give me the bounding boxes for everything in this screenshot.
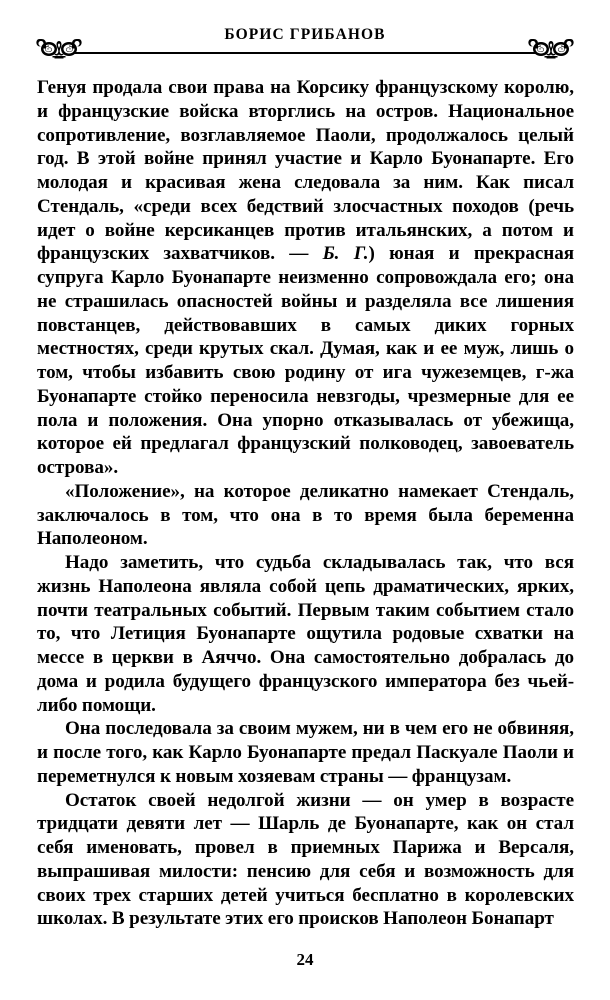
text-run: Генуя продала свои права на Корсику французскому королю, и французские войска вторглись на остров. Национальное сопротивление, возглавляемое Паоли, продолжалось целый год. В этой войне принял участие и Карло Буонапарте. Его молодая и красивая жена следовала за ним. Как писал Стендаль, «среди всех бедствий злосчастных походов (речь идет о войне керсиканцев против итальянских, а потом и французских захватчиков. — bbox=[37, 77, 574, 265]
page-number: 24 bbox=[296, 950, 314, 969]
running-head-title: БОРИС ГРИБАНОВ bbox=[224, 26, 386, 43]
text-run: Остаток своей недолгой жизни — он умер в возрасте тридцати девяти лет — Шарль де Буонапарте, как он стал себя именовать, провел в приемных Парижа и Версаля, выпрашивая милости: пенсию для себя и возможность для своих трех старших детей учиться бесплатно в королевских школах. В результате этих его происков Наполеон Бонапарт bbox=[37, 789, 574, 930]
header-rule bbox=[74, 52, 536, 54]
text-run: Надо заметить, что судьба складывалась так, что вся жизнь Наполеона являла собой цепь драматических, ярких, почти театральных событий. Первым таким событием стало то, что Летиция Буонапарте ощутила родовые схватки на мессе в церкви в Аяччо. Она самостоятельно добралась до дома и родила будущего французского императора без чьей-либо помощи. bbox=[37, 552, 574, 716]
paragraph bbox=[37, 551, 574, 717]
text-run: Она последовала за своим мужем, ни в чем его не обвиняя, и после того, как Карло Буонапарте предал Паскуале Паоли и переметнулся к новым хозяевам страны — французам. bbox=[37, 718, 574, 787]
text-run: ) юная и прекрасная супруга Карло Буонапарте неизменно сопровождала его; она не страшилась опасностей войны и разделяла все лишения повстанцев, действовавших в самых диких горных местностях, среди крутых скал. Думая, как и ее муж, лишь о том, чтобы избавить свою родину от ига чужеземцев, г-жа Буонапарте стойко переносила невзгоды, чрезмерные для ее пола и положения. Она упорно отказывалась от убежища, которое ей предлагал французский полководец, завоеватель острова». bbox=[37, 243, 574, 478]
running-head bbox=[36, 26, 574, 60]
italic-attribution: Б. Г. bbox=[322, 243, 369, 265]
text-run: «Положение», на которое деликатно намекает Стендаль, заключалось в том, что она в то время была беременна Наполеоном. bbox=[37, 480, 574, 550]
paragraph bbox=[37, 789, 574, 932]
paragraph bbox=[37, 480, 574, 551]
paragraph bbox=[37, 76, 574, 480]
body-text bbox=[37, 76, 574, 931]
floral-scroll-ornament-right bbox=[528, 34, 574, 60]
paragraph bbox=[37, 717, 574, 788]
